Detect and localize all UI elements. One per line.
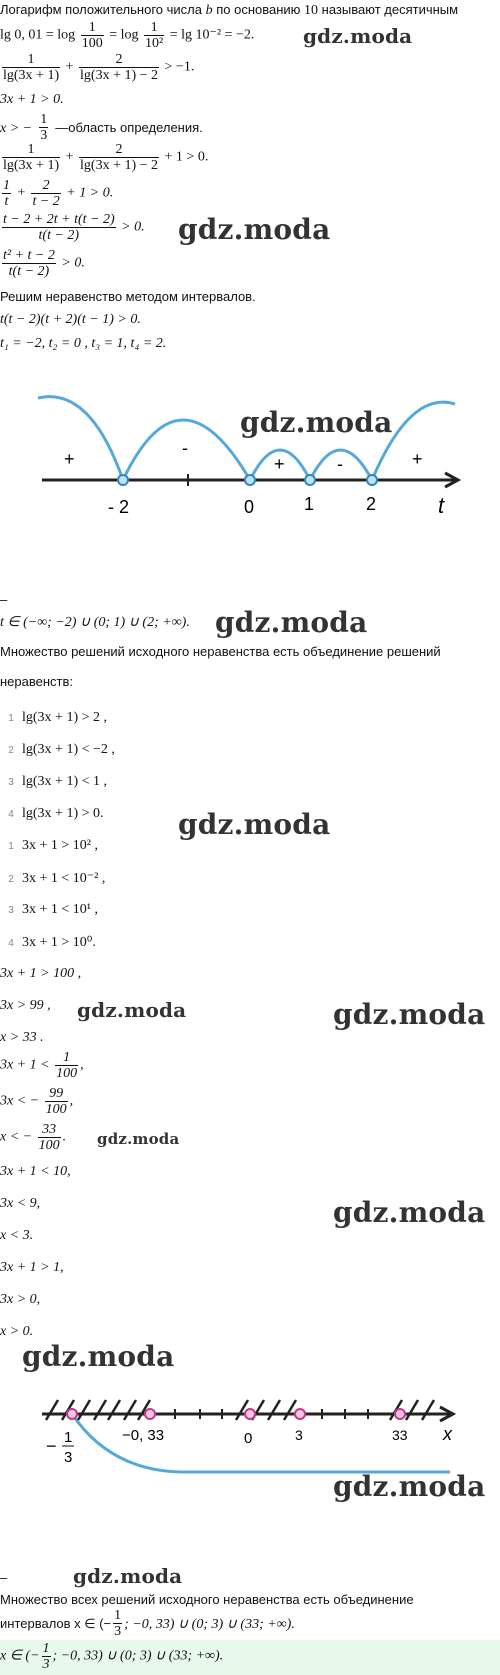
step-1: 3x + 1 > 100 ,: [0, 966, 82, 981]
dash-separator-2: –: [0, 1570, 8, 1585]
watermark-logo: gdz.moda: [215, 606, 368, 639]
step-11: 3x > 0,: [0, 1292, 41, 1307]
watermark-logo: gdz.moda: [333, 998, 486, 1031]
sign-2: -: [182, 438, 188, 458]
list-item: 1 3x + 1 > 10² ,: [8, 838, 98, 853]
point-2: [367, 475, 377, 485]
step-3: x > 33 .: [0, 1030, 44, 1045]
hatch-marks: [46, 1400, 434, 1420]
watermark-logo: gdz.moda: [73, 1564, 183, 1588]
point-33: [395, 1409, 405, 1419]
final-text: Множество всех решений исходного неравенства есть объединение: [0, 1592, 414, 1607]
step-12: x > 0.: [0, 1324, 34, 1339]
domain-result: x > − $\frac{1}{3}$ —область определения.: [0, 112, 203, 143]
watermark-logo: gdz.moda: [303, 24, 413, 48]
step-7: 3x + 1 < 10,: [0, 1164, 71, 1179]
step-9: x < 3.: [0, 1228, 34, 1243]
label-three: 3: [64, 1449, 73, 1466]
list-item: 3 lg(3x + 1) < 1 ,: [8, 774, 108, 789]
intro-line: Логарифм положительного числа b по основанию 10 называют десятичным: [0, 2, 459, 18]
watermark-logo: gdz.moda: [77, 998, 187, 1022]
label-33: 33: [392, 1427, 408, 1443]
label-0: 0: [244, 497, 255, 517]
label-3: 3: [295, 1427, 303, 1443]
list-item: 2 3x + 1 < 10⁻² ,: [8, 871, 106, 886]
list-item: 1 lg(3x + 1) > 2 ,: [8, 710, 108, 725]
point-minus-0-33: [145, 1409, 155, 1419]
list-item: 2 lg(3x + 1) < −2 ,: [8, 742, 115, 757]
label-one: 1: [64, 1429, 73, 1446]
fraction-1-10sq: $\frac{1}{\text{10²}}$: [144, 20, 164, 51]
interval-diagram: [0, 380, 500, 520]
list-item: 3 3x + 1 < 10¹ ,: [8, 902, 98, 917]
t-solution: t ∈ (−∞; −2) ∪ (0; 1) ∪ (2; +∞).: [0, 615, 190, 630]
domain-condition: 3x + 1 > 0.: [0, 92, 64, 107]
arc-left: [38, 397, 123, 480]
label-minus-2: - 2: [108, 497, 130, 517]
watermark-logo: gdz.moda: [97, 1130, 180, 1148]
final-intervals: интервалов x ∈ (− $\frac{1}{3}$ ; −0, 33) ∪ (0; 3) ∪ (33; +∞).: [0, 1608, 295, 1639]
intro-base: 10: [304, 3, 319, 18]
main-inequality: $\frac{1}{\lg(3x + 1)}$ + $\frac{2}{\lg(3x + 1) - 2}$ > −1.: [3, 52, 195, 83]
axis-var-x: x: [443, 1424, 452, 1444]
common-denominator: $\frac{t - 2 + 2t + t(t - 2)}{t(t - 2)}$ > 0.: [3, 212, 145, 243]
step-4: 3x + 1 < $\frac{1}{100}$ ,: [0, 1050, 84, 1081]
answer-line: x ∈ (− $\frac{1}{3}$ ; −0, 33) ∪ (0; 3) ∪ (33; +∞).: [0, 1641, 224, 1672]
log-inequality-list: [0, 710, 115, 834]
watermark-logo: gdz.moda: [333, 1196, 486, 1229]
inequality-plus-one: $\frac{1}{\lg(3x + 1)}$ + $\frac{2}{\lg(3x + 1) - 2}$ + 1 > 0.: [3, 142, 209, 173]
union-text-1: Множество решений исходного неравенства есть объединение решений: [0, 644, 441, 659]
point-minus-2: [118, 475, 128, 485]
sign-4: -: [337, 454, 343, 474]
lg-001-equation: lg 0, 01 = log $\frac{1}{100}$ = log $\frac{1}{\text{10²}}$ = lg 10⁻² = −2.: [0, 20, 255, 51]
sign-1: +: [64, 449, 75, 469]
fraction-1-100: $\frac{1}{100}$: [81, 20, 103, 51]
point-0: [245, 1409, 255, 1419]
label-1: 1: [304, 494, 315, 514]
sign-3: +: [274, 454, 285, 474]
label-minus-sign: −: [46, 1436, 57, 1456]
linear-inequality-list: [0, 838, 105, 966]
dash-separator-1: –: [0, 592, 8, 607]
step-10: 3x + 1 > 1,: [0, 1260, 64, 1275]
substitution-t: $\frac{1}{t}$ + $\frac{2}{t - 2}$ + 1 > 0.: [3, 178, 114, 209]
watermark-logo: gdz.moda: [178, 808, 331, 841]
label-0: 0: [244, 1430, 253, 1447]
sign-5: +: [412, 449, 423, 469]
point-3: [295, 1409, 305, 1419]
label-minus-0-33: −0, 33: [122, 1427, 165, 1444]
simplified-fraction: $\frac{\text{t² + t − 2}}{t(t - 2)}$ > 0.: [3, 248, 85, 279]
step-5: 3x < − $\frac{99}{100}$ ,: [0, 1086, 74, 1117]
step-8: 3x < 9,: [0, 1196, 41, 1211]
point-0: [245, 475, 255, 485]
point-minus-one-third: [67, 1409, 77, 1419]
list-item: 4 3x + 1 > 10⁰.: [8, 935, 96, 950]
watermark-logo: gdz.moda: [22, 1340, 175, 1373]
factored-inequality: t(t − 2)(t + 2)(t − 1) > 0.: [0, 312, 141, 327]
axis-var-t: t: [438, 493, 445, 518]
step-6: x < − $\frac{33}{100}$ .: [0, 1122, 67, 1153]
intro-variable: b: [205, 3, 213, 18]
watermark-logo: gdz.moda: [333, 1470, 486, 1503]
interval-method-text: Решим неравенство методом интервалов.: [0, 289, 256, 304]
union-text-2: неравенств:: [0, 674, 74, 689]
step-2: 3x > 99 ,: [0, 998, 51, 1013]
watermark-logo: gdz.moda: [178, 213, 331, 246]
label-2: 2: [366, 494, 377, 514]
point-1: [305, 475, 315, 485]
roots-line: t₁ = −2, t₂ = 0 , t₃ = 1, t₄ = 2.: [0, 336, 167, 351]
watermark-logo: gdz.moda: [240, 406, 393, 439]
list-item: 4 lg(3x + 1) > 0.: [8, 806, 104, 821]
